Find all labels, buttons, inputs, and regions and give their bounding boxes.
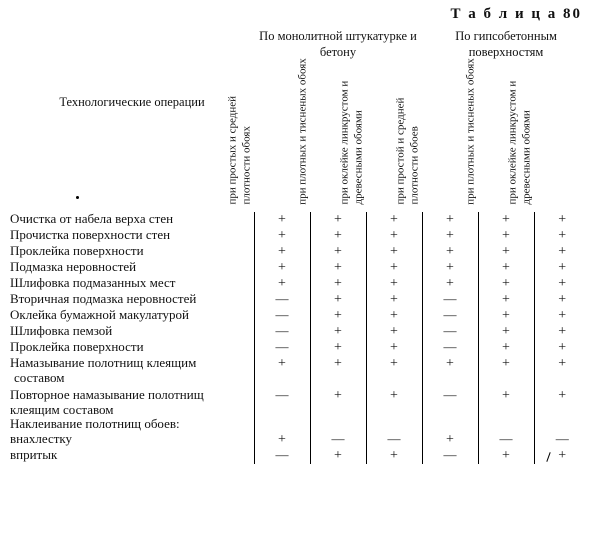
mark-cell: + [422,212,478,228]
mark-cell: — [422,292,478,308]
mark-cell: + [534,244,590,260]
mark-cell: — [254,308,310,324]
mark-cell: + [534,324,590,340]
mark-cell: + [478,324,534,340]
mark-cell: + [310,324,366,340]
mark-cell: + [254,356,310,388]
subcolumn-header-1-label: при простых и средней плотности обоях [226,95,253,205]
mark-cell: — [366,432,422,448]
mark-cell: + [534,448,590,464]
table-row [10,448,590,464]
mark-cell-spacer [535,372,591,388]
mark-cell: + [478,212,534,228]
mark-cell: — [254,340,310,356]
mark-cell: — [254,324,310,340]
mark-cell: — [422,308,478,324]
operation-label: Очистка от набела верха стен [10,211,174,227]
mark-cell: + [422,432,478,448]
subcolumn-header-2-label: при плотных и тисненых обоях [296,57,309,205]
mark-cell [478,417,534,432]
operation-label: впритык [10,447,58,463]
mark-cell: + [366,228,422,244]
mark-cell: + [366,276,422,292]
mark-cell: + [422,260,478,276]
operation-label: Оклейка бумажной макулатурой [10,306,189,322]
table-row [10,308,590,324]
subcolumn-header-6-label: при оклейке линкрустом и древесными обоями [506,80,533,205]
table-row [10,276,590,292]
mark-cell: + [478,388,534,418]
table-row [10,212,590,228]
mark-cell-spacer [255,372,310,388]
mark-cell: — [422,388,478,418]
mark-cell: + [366,260,422,276]
mark-cell: + [422,244,478,260]
mark-cell: + [310,228,366,244]
mark-cell: + [254,244,310,260]
mark-cell: + [254,260,310,276]
mark-cell: — [422,324,478,340]
operation-label: Повторное намазывание полотнищ клеящим составом [10,386,204,417]
operation-label: Наклеивание полотнищ обоев: [10,416,180,432]
mark-cell: + [478,308,534,324]
mark-cell: + [534,212,590,228]
mark-cell [310,417,366,432]
mark-cell: + [478,228,534,244]
mark-cell: + [310,244,366,260]
table-row [10,292,590,308]
mark-cell: + [478,260,534,276]
mark-cell: + [534,388,590,418]
operations-table [10,212,590,464]
mark-cell-spacer [479,372,534,388]
mark-cell: + [310,308,366,324]
mark-cell: + [366,212,422,228]
stray-ink-dot [76,196,79,199]
mark-cell: + [254,212,310,228]
mark-cell: + [366,244,422,260]
mark-cell: + [366,388,422,418]
mark-cell: + [422,356,478,388]
mark-cell: — [534,432,590,448]
mark-cell [534,417,590,432]
table-row [10,417,590,432]
mark-cell: + [310,276,366,292]
table-row [10,324,590,340]
mark-cell: + [534,292,590,308]
mark-cell: + [478,244,534,260]
operation-label: Прочистка поверхности стен [10,227,171,243]
mark-cell: + [534,276,590,292]
operation-label-continuation: составом [14,369,65,385]
mark-cell: + [478,448,534,464]
mark-cell: + [310,340,366,356]
mark-cell: — [422,448,478,464]
mark-cell [254,417,310,432]
mark-cell-spacer [367,372,422,388]
header-table [10,29,590,212]
mark-cell: — [254,292,310,308]
table-row [10,228,590,244]
mark-cell: + [534,308,590,324]
mark-cell: + [310,292,366,308]
ops-column-header-label: Технологические операции [59,95,205,109]
mark-cell: — [478,432,534,448]
subcolumn-header-5-label: при плотных и тисненых обоях [464,57,477,205]
mark-cell-spacer [423,372,478,388]
mark-cell: + [254,228,310,244]
mark-cell: + [422,228,478,244]
mark-cell: + [310,260,366,276]
mark-cell: + [366,340,422,356]
mark-cell: + [366,292,422,308]
mark-cell: + [310,212,366,228]
table-row [10,340,590,356]
operation-label: Проклейка поверхности [10,338,144,354]
subcolumn-header-3-label: при оклейке линкрустом и древесными обоями [338,80,365,205]
mark-cell [422,417,478,432]
mark-cell: + [366,308,422,324]
operation-label: Шлифовка пемзой [10,322,113,338]
mark-cell: + [254,432,310,448]
operation-label: Вторичная подмазка неровностей [10,291,197,307]
table-row [10,388,590,418]
subcolumn-header-6 [506,60,590,212]
mark-cell: + [478,292,534,308]
table-row [10,244,590,260]
subcolumn-header-4-label: при простой и средней плотности обоев [394,97,421,205]
mark-cell: + [534,340,590,356]
group-header-2-label: По гипсобетонным поверхностям [455,29,557,59]
table-caption: Т а б л и ц а 80 [450,6,582,22]
mark-cell: + [534,260,590,276]
table-row [10,432,590,448]
operation-label: внахлестку [10,431,73,447]
mark-cell: + [422,276,478,292]
mark-cell: + [366,448,422,464]
operation-label: Намазывание полотнищ клеящим составом [10,356,254,388]
mark-cell: — [310,432,366,448]
mark-cell [366,417,422,432]
operation-label: Шлифовка подмазанных мест [10,275,176,291]
mark-cell: + [366,356,422,388]
table-row [10,260,590,276]
mark-cell: + [478,356,534,388]
table-row [10,356,590,388]
operation-label: Проклейка поверхности [10,243,144,259]
mark-cell: + [534,356,590,388]
mark-cell: + [254,276,310,292]
mark-cell: + [310,388,366,418]
mark-cell: — [254,448,310,464]
group-header-1-label: По монолитной штукатурке и бетону [259,29,417,59]
mark-cell: + [534,228,590,244]
mark-cell: + [478,340,534,356]
operation-label: Подмазка неровностей [10,259,137,275]
mark-cell: + [366,324,422,340]
ops-column-header [10,29,254,212]
mark-cell: + [478,276,534,292]
mark-cell: — [254,388,310,418]
mark-cell-spacer [311,372,366,388]
mark-cell: + [310,448,366,464]
mark-cell: — [422,340,478,356]
mark-cell: + [310,356,366,388]
